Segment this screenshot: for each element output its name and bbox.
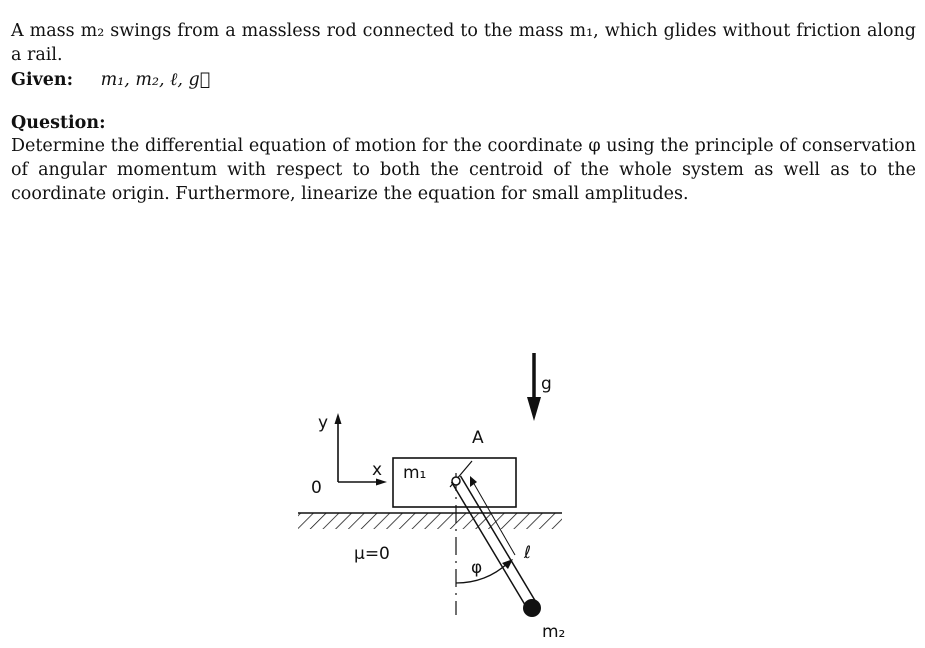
given-label: Given: <box>11 70 74 90</box>
y-axis-label: y <box>318 413 329 433</box>
gravity-label: g <box>541 374 552 394</box>
y-axis-arrowhead <box>335 413 342 424</box>
friction-label: μ=0 <box>354 544 390 564</box>
origin-label: 0 <box>311 478 322 498</box>
question-text: Determine the differential equation of motion for the coordinate φ using the principle of conservation of angular momentum with respect to both the centroid of the whole system as well as to the coordinate origin. Furthermore, linearize the equation for small amplitudes. <box>11 136 916 204</box>
given-line <box>11 68 916 92</box>
given-values: m₁, m₂, ℓ, g⃗ <box>100 70 211 90</box>
question-label: Question: <box>11 113 106 133</box>
length-label: ℓ <box>524 543 532 563</box>
mechanics-figure <box>290 345 590 645</box>
mass-m2-label: m₂ <box>542 622 566 642</box>
mass-m2-ball <box>523 599 541 617</box>
pivot-joint <box>452 477 460 485</box>
mass-m1-label: m₁ <box>403 463 427 483</box>
rail-hatching <box>298 513 562 529</box>
gravity-arrowhead <box>527 397 541 421</box>
angle-label: φ <box>471 558 483 578</box>
problem-intro: A mass m₂ swings from a massless rod connected to the mass m₁, which glides without friction along a rail. <box>11 21 916 65</box>
x-axis-label: x <box>372 460 383 480</box>
point-a-label: A <box>472 428 484 448</box>
